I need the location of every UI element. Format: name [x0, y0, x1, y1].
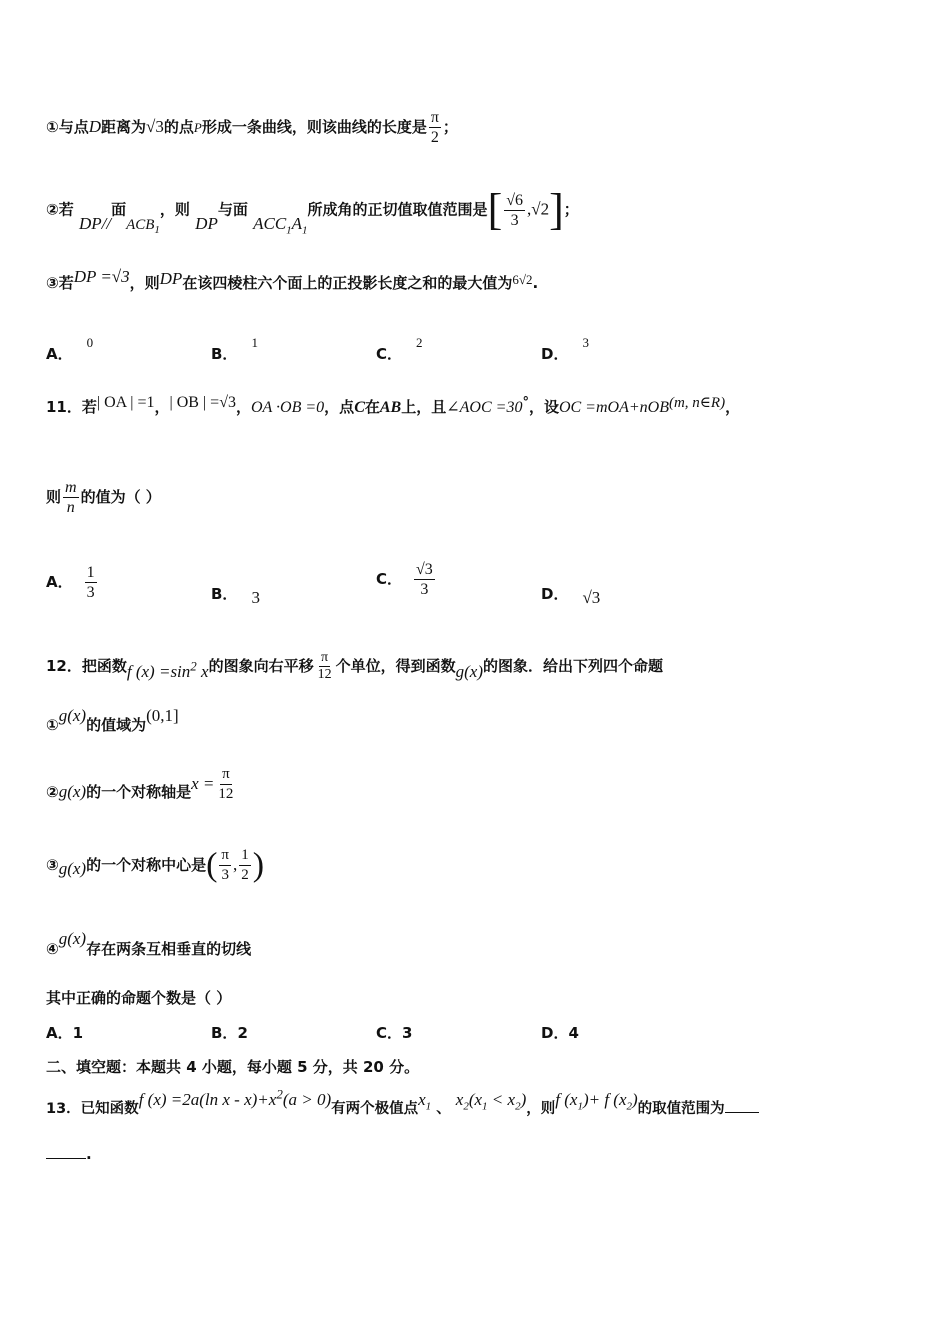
math-expr: DP [195, 213, 218, 233]
option-c[interactable]: C．2 [376, 335, 423, 363]
text: 存在两条互相垂直的切线 [86, 940, 252, 958]
math-expr: | OB | =√3 [169, 394, 236, 411]
answer-blank[interactable] [46, 1158, 86, 1159]
text: 若 [58, 274, 74, 292]
text: 的值域为 [86, 716, 147, 734]
math-expr: $x_2(x_1 < x_2)$ [455, 1089, 527, 1113]
statement-2 [46, 185, 579, 236]
text: . [86, 1145, 92, 1163]
option-d[interactable]: D．3 [541, 335, 589, 363]
text: ，则 [129, 274, 160, 292]
question-13-continuation [46, 1145, 92, 1163]
math-var: C [354, 399, 365, 416]
math-expr: √3 [146, 117, 164, 136]
option-c[interactable]: C． $\frac{√3}{3}$ [376, 561, 433, 598]
option-b[interactable]: B． 3 [211, 585, 260, 607]
option-a[interactable]: A． $\frac{1}{3}$ [46, 564, 95, 601]
text: ，则 [159, 200, 190, 219]
degree: ° [522, 395, 529, 410]
option-b[interactable]: B．2 [211, 1024, 248, 1042]
right-bracket: ] [549, 185, 564, 234]
fraction: $\frac{\pi}{3}$ [221, 847, 229, 883]
text: . [532, 274, 539, 292]
text: 的点 [163, 118, 194, 136]
fraction: $\frac{√6}{3}$ [506, 191, 523, 229]
math-expr: ,√2 [527, 199, 550, 219]
circled-mark: ① [46, 118, 59, 136]
circled-mark: ③ [46, 856, 59, 874]
option-a[interactable]: A．1 [46, 1024, 84, 1042]
text: 形成一条曲线，则该曲线的长度是 [201, 118, 427, 136]
fraction: $\frac{\pi}{2}$ [430, 109, 439, 146]
math-expr: (0,1] [146, 706, 179, 725]
math-expr: $ACC_1A_1$ [253, 213, 308, 236]
fraction: $\frac{√3}{3}$ [416, 561, 433, 598]
text: 有两个极值点 [331, 1100, 419, 1117]
question-11: 11．若| OA | =1，| OB | =√3，OA ·OB =0，点C在AB上，且∠AOC =30°，设OC =mOA+nOB(m, n∈R)， [46, 394, 741, 416]
proposition-1 [46, 705, 179, 734]
left-bracket: [ [487, 185, 503, 234]
fraction: $\frac{\pi}{12}$ [317, 650, 332, 682]
math-expr: x = [191, 774, 215, 793]
text: 与点 [58, 118, 89, 136]
math-expr: f $(x) =\sin^2$ x [126, 658, 209, 681]
math-expr: OC =mOA+nOB [558, 399, 669, 416]
text: 则 [46, 488, 62, 506]
question-number: 11．若 [46, 398, 97, 416]
math-expr: f $(x_1)+ f$ $(x_2)$ [555, 1089, 638, 1113]
text: 的值为（ ） [80, 488, 161, 506]
answer-blank[interactable] [725, 1112, 759, 1113]
left-paren: ( [206, 846, 218, 884]
text: 的一个对称中心是 [86, 856, 207, 874]
text: 与面 [217, 200, 248, 219]
text: 的取值范围为 [637, 1100, 725, 1117]
math-expr: ∠AOC =30 [446, 399, 523, 416]
fraction: $\frac{\pi}{12}$ [218, 766, 234, 802]
circled-mark: ③ [46, 274, 59, 292]
question-13: 13．已知函数f (x) =2a(ln $x - x)+x^2(a > 0)$有两个极值点$x_1$ 、 $x_2(x_1 < x_2)$，则f $(x_1)+ f$ $(x_2)$的取值范围为 [46, 1086, 759, 1112]
math-expr: DP =√3 [73, 267, 130, 286]
option-b[interactable]: B．1 [211, 335, 258, 363]
question-12-ask: 其中正确的命题个数是（ ） [46, 989, 232, 1007]
circled-mark: ④ [46, 940, 59, 958]
math-expr: OA ·OB =0 [251, 399, 325, 416]
text: 的一个对称轴是 [86, 783, 192, 801]
fraction: $\frac{1}{3}$ [86, 564, 95, 601]
option-d[interactable]: D．4 [541, 1024, 579, 1042]
right-paren: ) [252, 846, 265, 884]
math-expr: | OA | =1 [96, 394, 155, 411]
math-expr: (m, n∈R) [668, 395, 726, 411]
question-11-ask [46, 478, 161, 517]
option-d[interactable]: D． √3 [541, 585, 601, 607]
option-a[interactable]: A．0 [46, 335, 94, 363]
text: ； [563, 200, 579, 219]
math-var: D [88, 117, 101, 136]
text: ，则 [526, 1100, 556, 1117]
math-expr: g(x) [58, 859, 87, 878]
math-var: P [193, 120, 202, 135]
statement-1 [46, 108, 458, 147]
fraction: $\frac{1}{2}$ [241, 847, 249, 883]
math-expr: g(x) [455, 662, 483, 681]
text: 所成角的正切值取值范围是 [307, 200, 488, 219]
text: ； [442, 118, 458, 136]
circled-mark: ① [46, 716, 59, 734]
math-expr: g(x) [58, 929, 87, 948]
section-heading: 二、填空题：本题共 4 小题，每小题 5 分，共 20 分。 [46, 1058, 420, 1076]
fraction: $\frac{m}{n}$ [65, 479, 77, 516]
proposition-4 [46, 928, 252, 958]
statement-3 [46, 267, 539, 293]
question-number: 12．把函数 [46, 657, 127, 675]
math-expr: $x_1$ [418, 1089, 432, 1113]
math-expr: 6√2 [512, 272, 533, 287]
math-expr: DP [159, 269, 183, 288]
question-12: 12．把函数f $(x) =\sin^2$ x的图象向右平移 $\frac{\pi}{12}$ 个单位，得到函数g(x)的图象．给出下列四个命题 [46, 650, 663, 682]
math-expr: g(x) [58, 706, 87, 725]
text: 在该四棱柱六个面上的正投影长度之和的最大值为 [182, 274, 513, 292]
proposition-3: ③g(x)的一个对称中心是( $\frac{\pi}{3}$ , $\frac{1}{2}$ ) [46, 846, 265, 884]
option-c[interactable]: C．3 [376, 1024, 413, 1042]
text: 若 [58, 200, 74, 219]
text: 距离为 [101, 118, 147, 136]
math-expr: DP// [78, 213, 112, 233]
math-expr: g(x) [58, 782, 87, 801]
math-expr: f (x) =2a(ln $x - x)+x^2(a > 0)$ [138, 1086, 332, 1109]
text: 面 [111, 200, 127, 219]
math-expr: $ACB_1$ [126, 216, 160, 236]
question-number: 13．已知函数 [46, 1100, 139, 1117]
math-var: AB [379, 399, 402, 416]
circled-mark: ② [46, 783, 59, 801]
proposition-2 [46, 765, 237, 804]
circled-mark: ② [46, 200, 59, 219]
